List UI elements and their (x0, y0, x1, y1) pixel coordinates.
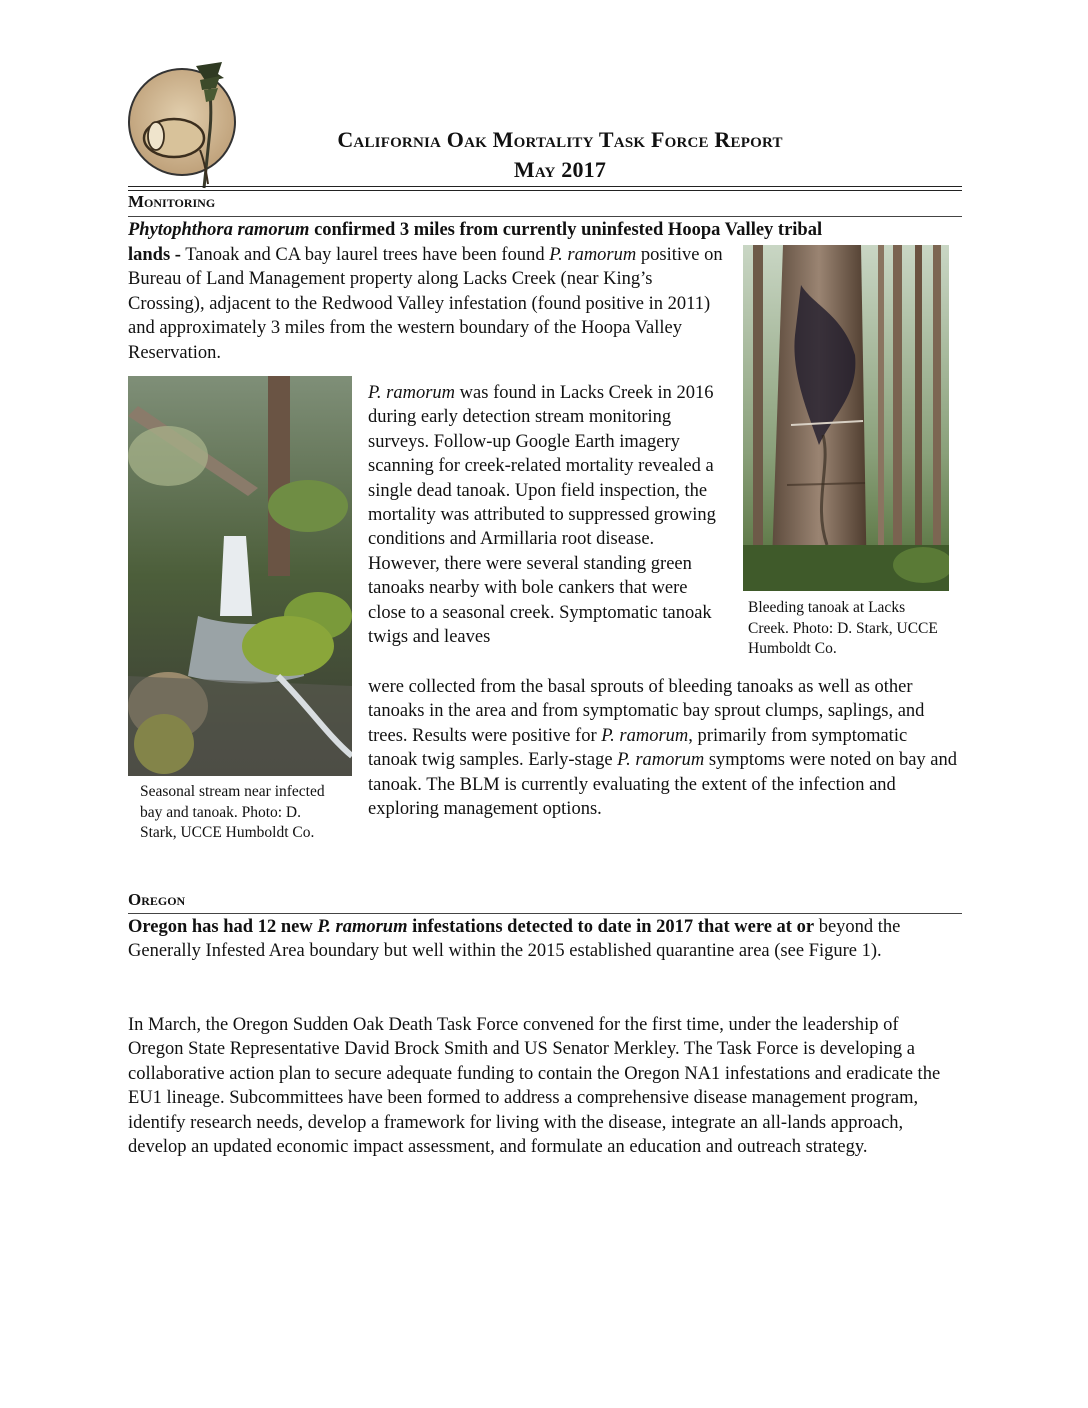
oregon-paragraph-2: In March, the Oregon Sudden Oak Death Task Force convened for the first time, under the leadership of Oregon State Representative David Brock Smith and US Senator Merkley. The Task Force is developing a collaborative action plan to secure adequate funding to contain the Oregon NA1 infestations and eradicate the EU1 lineage. Subcommittees have been formed to address a comprehensive disease management program, identify research needs, develop a framework for living with the disease, integrate an all-lands approach, develop an updated economic impact assessment, and formulate an education and outreach strategy. (128, 1015, 941, 1158)
intro-lead: lands - (128, 245, 181, 265)
monitoring-body-paragraph-part1 (368, 381, 724, 649)
body-species-mid2: P. ramorum (617, 750, 705, 771)
body-text-b: were collected from the basal sprouts of bleeding tanoaks as well as other tanoaks in the area and from symptomatic bay sprout clumps, saplings, and trees. Results were positive for (368, 677, 925, 746)
oregon-headline-species: P. ramorum (317, 917, 408, 937)
body-text-c: , primarily from symptomatic tanoak twig samples. Early-stage (368, 725, 908, 771)
body-text-a: was found in Lacks Creek in 2016 during early detection stream monitoring surveys. Follow-up Google Earth imagery scanning for creek-related mortality revealed a single dead tanoak. Upon field inspection, the mortality was attributed to suppressed growing conditions and Armillaria root disease. However, there were several standing green tanoaks nearby with bole cankers that were close to a seasonal creek. Symptomatic tanoak twigs and leaves (368, 383, 716, 648)
oregon-headline-rest: beyond the Generally Infested Area boundary but well within the 2015 established quarantine area (see Figure 1). (128, 917, 901, 962)
seasonal-stream-photo (128, 376, 352, 776)
oregon-paragraph-1 (128, 915, 958, 964)
monitoring-intro-paragraph (128, 243, 726, 365)
monitoring-body-paragraph-part2 (368, 675, 958, 821)
oregon-headline-a: Oregon has had 12 new (128, 917, 318, 937)
header-rule-bottom (128, 190, 962, 191)
bleeding-tanoak-photo (743, 245, 949, 591)
headline-text: confirmed 3 miles from currently uninfested Hoopa Valley tribal (309, 220, 823, 240)
intro-text-a: Tanoak and CA bay laurel trees have been found (180, 245, 550, 265)
report-title: California Oak Mortality Task Force Report (337, 127, 783, 152)
monitoring-headline (128, 218, 958, 242)
body-text-d: symptoms were noted on bay and tanoak. The BLM is currently evaluating the extent of the infection and exploring management options. (368, 750, 958, 820)
section-heading-oregon: Oregon (128, 890, 186, 909)
oregon-headline-b: infestations detected to date in 2017 that were at or (407, 917, 815, 937)
monitoring-rule (128, 216, 962, 217)
oak-seedling-logo-icon (126, 60, 242, 190)
body-species-mid: P. ramorum (601, 725, 689, 746)
intro-species: P. ramorum (549, 245, 637, 265)
photo-caption-left: Seasonal stream near infected bay and tanoak. Photo: D. Stark, UCCE Humboldt Co. (140, 783, 325, 841)
oregon-rule (128, 913, 962, 914)
report-date: May 2017 (513, 157, 607, 182)
headline-species: Phytophthora ramorum (128, 220, 310, 240)
intro-text-b: positive on Bureau of Land Management property along Lacks Creek (near King’s Crossing), adjacent to the Redwood Valley infestation (found positive in 2011) and approximately 3 miles from the western boundary of the Hoopa Valley Reservation. (128, 245, 723, 363)
body-species: P. ramorum (368, 383, 456, 403)
section-heading-monitoring: Monitoring (128, 192, 216, 211)
header-rule-top (128, 186, 962, 187)
photo-caption-right: Bleeding tanoak at Lacks Creek. Photo: D. Stark, UCCE Humboldt Co. (748, 599, 938, 657)
